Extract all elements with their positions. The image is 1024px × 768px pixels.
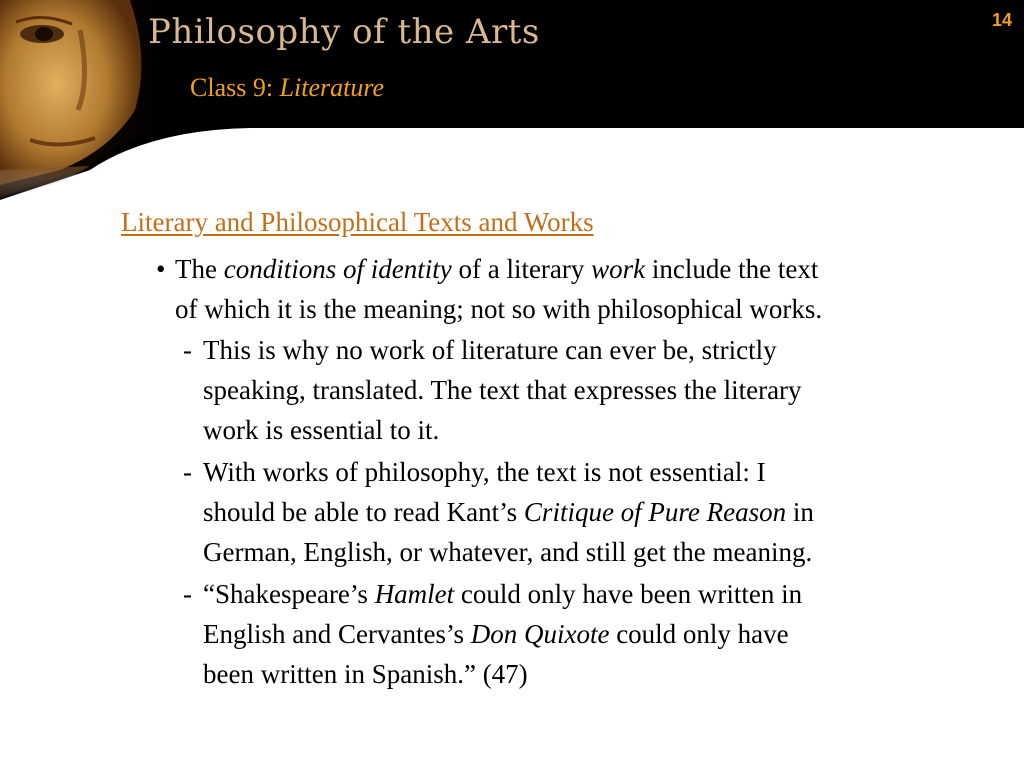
text-run: of a literary [451,254,592,284]
italic-run: Don Quixote [470,619,610,649]
subpoint-line: This is why no work of literature can ever be, strictly [203,335,777,365]
dash-marker: - [183,579,192,609]
bullet-line-2: of which it is the meaning; not so with philosophical works. [175,294,823,324]
text-run: “Shakespeare’s [203,579,375,609]
italic-run: conditions of identity [223,254,452,284]
class-prefix: Class 9: [190,73,280,102]
subpoint-line [203,614,993,654]
subpoint-line: work is essential to it. [203,415,440,445]
text-run: include the text [645,254,819,284]
bullet-text [175,249,1005,329]
dash-marker: - [183,457,192,487]
subpoint-line: speaking, translated. The text that expresses the literary [203,375,802,405]
text-run: The [175,254,224,284]
subpoint-line: been written in Spanish.” (47) [203,659,528,689]
italic-run: work [591,254,646,284]
subpoint-text [203,452,993,572]
section-heading: Literary and Philosophical Texts and Works [121,207,594,237]
subpoint-line [203,574,993,614]
subpoint-line: With works of philosophy, the text is not essential: I [203,457,766,487]
bullet-marker: • [156,254,166,284]
text-run: could only have been written in [454,579,803,609]
text-run: could only have [609,619,789,649]
bullet-line-1 [175,249,1005,289]
text-run: English and Cervantes’s [203,619,471,649]
italic-run: Critique of Pure Reason [523,497,787,527]
subpoint-line: German, English, or whatever, and still get the meaning. [203,537,813,567]
slide-number: 14 [991,10,1012,30]
dash-marker: - [183,335,192,365]
text-run: should be able to read Kant’s [203,497,524,527]
italic-run: Hamlet [374,579,455,609]
subpoint-line [203,492,993,532]
text-run: in [786,497,814,527]
subpoint-text [203,330,993,450]
class-label [190,73,384,103]
subpoint-text [203,574,993,694]
class-topic: Literature [279,73,385,102]
series-title: Philosophy of the Arts [148,12,540,52]
